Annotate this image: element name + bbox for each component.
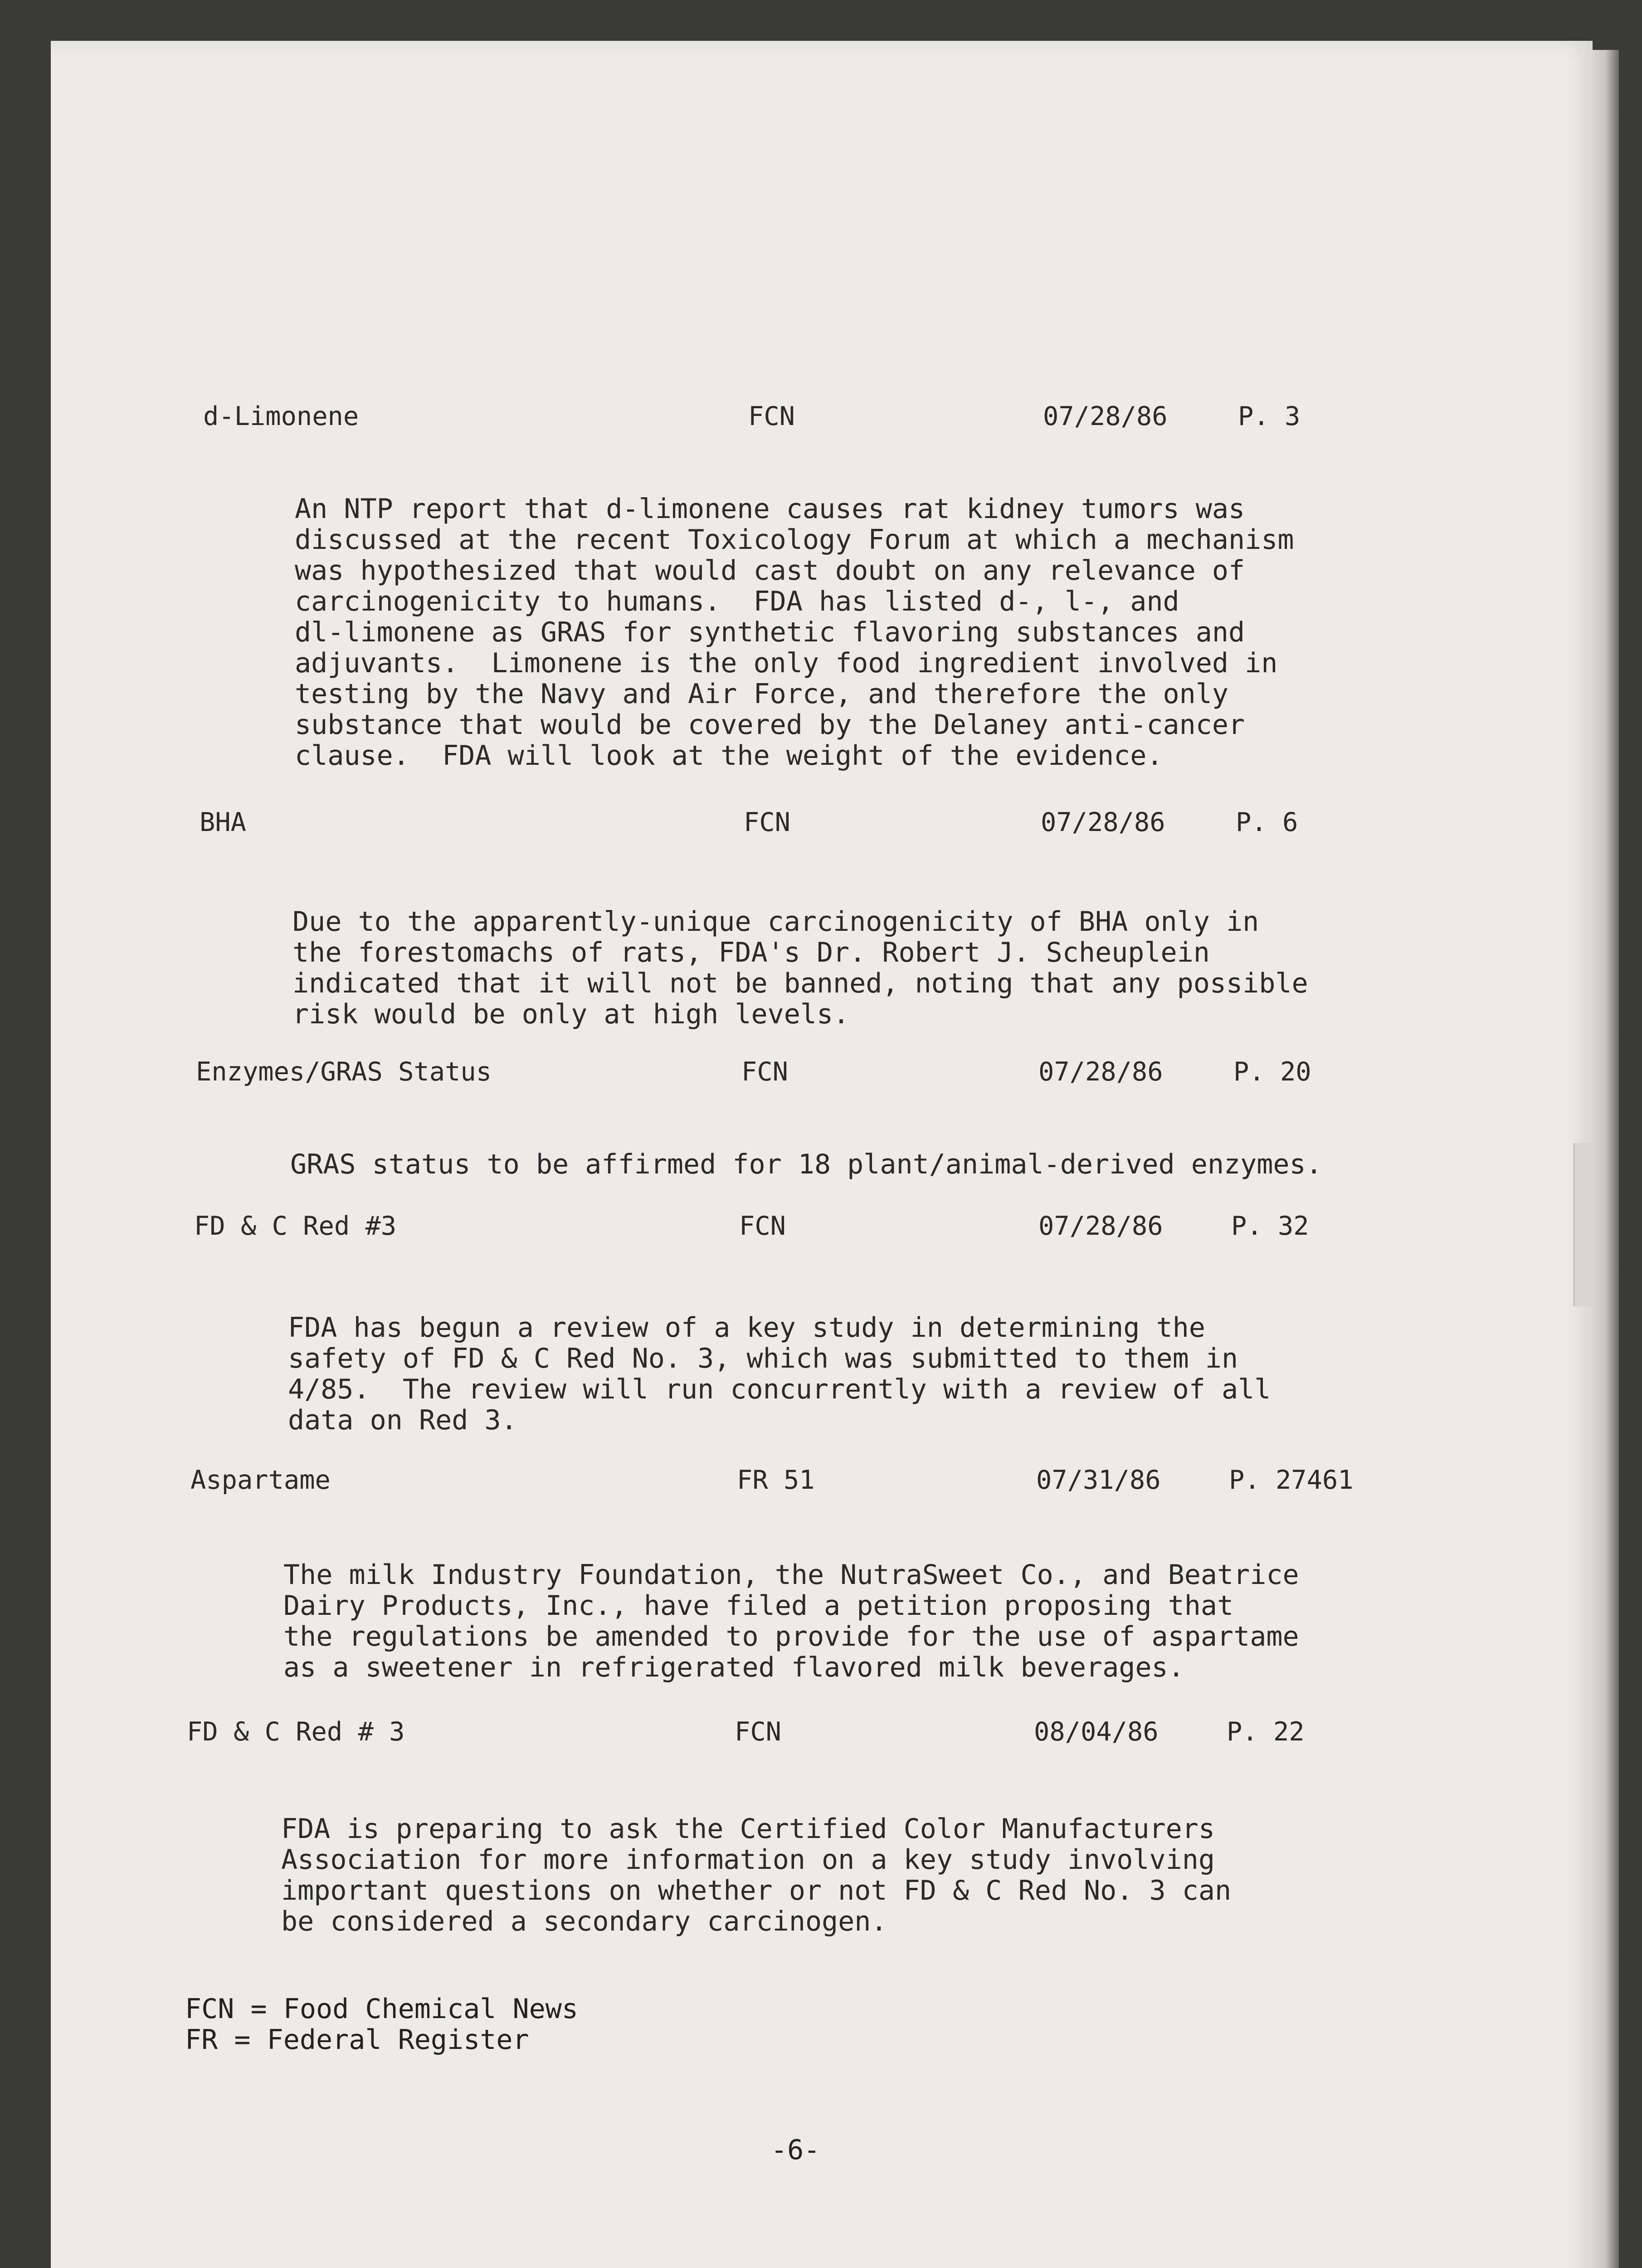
body-line: Dairy Products, Inc., have filed a petition proposing that (283, 1590, 1234, 1622)
body-line: data on Red 3. (288, 1404, 517, 1436)
body-line: Association for more information on a key study involving (281, 1844, 1215, 1876)
body-line: FDA is preparing to ask the Certified Color Manufacturers (281, 1813, 1215, 1845)
entry-topic: Enzymes/GRAS Status (196, 1057, 492, 1087)
entry-header (0, 1211, 1642, 1247)
body-line: be considered a secondary carcinogen. (281, 1906, 887, 1937)
abbreviation-legend (185, 1994, 578, 2055)
entry-source: FCN (741, 1057, 788, 1087)
body-line: adjuvants. Limonene is the only food ingredient involved in (295, 647, 1278, 679)
entry-page: P. 20 (1233, 1057, 1311, 1087)
entry-page: P. 27461 (1229, 1465, 1354, 1495)
body-line: the forestomachs of rats, FDA's Dr. Robert J. Scheuplein (292, 937, 1210, 968)
body-line: important questions on whether or not FD & C Red No. 3 can (281, 1875, 1232, 1906)
body-line: discussed at the recent Toxicology Forum at which a mechanism (295, 524, 1294, 556)
body-line: was hypothesized that would cast doubt on any relevance of (295, 555, 1245, 587)
body-line: The milk Industry Foundation, the NutraSweet Co., and Beatrice (283, 1559, 1299, 1591)
page-edge (1592, 50, 1619, 2268)
entry-date: 07/28/86 (1041, 807, 1165, 837)
body-line: FDA has begun a review of a key study in determining the (288, 1312, 1205, 1344)
entry-header (0, 401, 1642, 438)
entry-body (283, 1529, 1299, 1745)
entry-date: 08/04/86 (1034, 1717, 1159, 1747)
entry-fdc-red-3-second (0, 1717, 1642, 1937)
entry-page: P. 32 (1231, 1211, 1309, 1241)
body-line: indicated that it will not be banned, noting that any possible (292, 968, 1308, 999)
entry-topic: FD & C Red # 3 (187, 1717, 405, 1747)
entry-page: P. 6 (1236, 807, 1298, 837)
legend-item: FR = Federal Register (185, 2024, 529, 2056)
entry-date: 07/28/86 (1038, 1211, 1163, 1241)
body-line: safety of FD & C Red No. 3, which was submitted to them in (288, 1343, 1238, 1374)
entry-fdc-red-3 (0, 1211, 1642, 1436)
body-line: testing by the Navy and Air Force, and therefore the only (295, 678, 1229, 710)
body-line: GRAS status to be affirmed for 18 plant/animal-derived enzymes. (290, 1149, 1322, 1180)
entry-source: FCN (748, 401, 795, 431)
entry-bha (0, 807, 1642, 1030)
entry-header (0, 1465, 1642, 1501)
entry-enzymes-gras (0, 1057, 1642, 1180)
body-line: as a sweetener in refrigerated flavored milk beverages. (283, 1652, 1184, 1683)
entry-source: FR 51 (737, 1465, 815, 1495)
entry-header (0, 1057, 1642, 1093)
body-line: Due to the apparently-unique carcinogenicity of BHA only in (292, 906, 1259, 938)
body-line: clause. FDA will look at the weight of the evidence. (295, 740, 1163, 772)
entry-date: 07/28/86 (1038, 1057, 1163, 1087)
body-line: An NTP report that d-limonene causes rat kidney tumors was (295, 493, 1245, 525)
entry-header (0, 1717, 1642, 1753)
entry-aspartame (0, 1465, 1642, 1683)
entry-topic: BHA (200, 807, 246, 837)
entry-page: P. 3 (1238, 401, 1301, 431)
entry-date: 07/31/86 (1036, 1465, 1161, 1495)
entry-body (281, 1783, 1231, 1999)
entry-d-limonene (0, 401, 1642, 772)
entry-date: 07/28/86 (1043, 401, 1168, 431)
body-line: risk would be only at high levels. (292, 998, 850, 1030)
body-line: dl-limonene as GRAS for synthetic flavoring substances and (295, 616, 1245, 648)
entry-topic: Aspartame (190, 1465, 331, 1495)
entry-page: P. 22 (1227, 1717, 1305, 1747)
body-line: 4/85. The review will run concurrently with a review of all (288, 1374, 1271, 1405)
body-line: carcinogenicity to humans. FDA has listed d-, l-, and (295, 586, 1179, 617)
entry-source: FCN (739, 1211, 786, 1241)
entry-topic: d-Limonene (203, 401, 359, 431)
entry-source: FCN (744, 807, 790, 837)
body-line: substance that would be covered by the Delaney anti-cancer (295, 709, 1245, 741)
body-line: the regulations be amended to provide for the use of aspartame (283, 1621, 1299, 1652)
legend-item: FCN = Food Chemical News (185, 1993, 578, 2025)
entry-source: FCN (735, 1717, 781, 1747)
entry-topic: FD & C Red #3 (194, 1211, 397, 1241)
page-number: -6- (771, 2134, 820, 2166)
entry-header (0, 807, 1642, 844)
entry-body (295, 463, 1294, 833)
